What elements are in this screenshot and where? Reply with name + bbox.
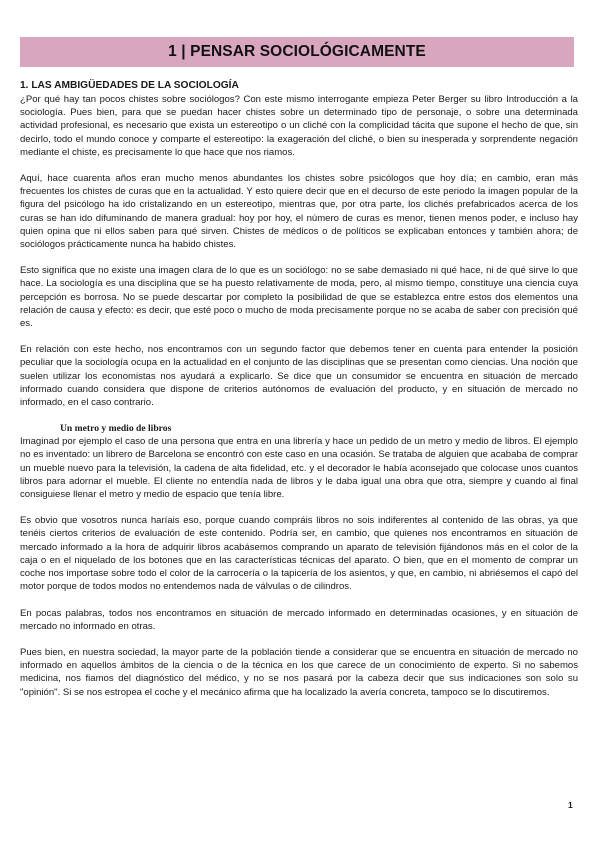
chapter-title-banner [20,37,574,67]
paragraph: En relación con este hecho, nos encontramos con un segundo factor que debemos tener en cuenta para entender la posición peculiar que la sociología ocupa en la actualidad en el conjunto de las disciplinas que se presentan como ciencias. Una noción que suelen utilizar los economistas nos ayudará a explicarlo. Se dice que un consumidor se encuentra en situación de mercado informado cuando considera que dispone de criterios autónomos de evaluación del producto, y en situación de mercado no informado, en el caso contrario. [20,344,578,409]
section-heading: 1. LAS AMBIGÜEDADES DE LA SOCIOLOGÍA [20,80,239,91]
paragraph: Aquí, hace cuarenta años eran mucho menos abundantes los chistes sobre psicólogos que hoy día; en cambio, eran más frecuentes los chistes de curas que en la actualidad. Y esto quiere decir que en el decurso de este periodo la imagen popular de la figura del psicólogo ha ido cristalizando en un estereotipo, mientras que, por otra parte, los clichés prefabricados acerca de los curas se han ido difuminando de manera gradual: hoy por hoy, el número de curas es menor, tienen menos poder, e incluso hay quien opina que ni ellos saben para qué sirven. Chistes de médicos o de políticos se explicaban entonces y también ahora; de sociólogos prácticamente nunca ha habido chistes. [20,173,578,251]
paragraph: Imaginad por ejemplo el caso de una persona que entra en una librería y hace un pedido de un metro y medio de libros. El ejemplo no es inventado: un librero de Barcelona se encontró con este caso en una ocasión. Se trataba de alguien que acababa de comprar un mueble nuevo para la televisión, la cadena de alta fidelidad, etc. y el decorador le había aconsejado que colocase unos cuantos libros para adornar el mueble. El cliente no entendía nada de libros y le daba igual una obra que otra, siempre y cuando al final consiguiese llenar el metro y medio de espacio que tenía libre. [20,436,578,501]
page-content [20,80,578,699]
page-number: 1 [568,800,573,810]
paragraph: Esto significa que no existe una imagen clara de lo que es un sociólogo: no se sabe demasiado ni qué hace, ni de qué sirve lo que hace. La sociología es una disciplina que se ha puesto relativamente de moda, pero, al mismo tiempo, constituye una ciencia cuya percepción es borrosa. No se puede descartar por completo la posibilidad de que se establezca entre estos dos elementos una relación de causa y efecto: es decir, que esté poco o mucho de moda precisamente porque no se acaba de saber con precisión qué es. [20,265,578,330]
paragraph: Pues bien, en nuestra sociedad, la mayor parte de la población tiende a considerar que se encuentra en situación de mercado no informado en aquellos ámbitos de la ciencia o de la técnica en los que carece de un conocimiento de experto. Si no sabemos medicina, nos fiamos del diagnóstico del médico, y no se nos pasará por la cabeza decir que sus indicaciones son solo su "opinión". Si se nos estropea el coche y el mecánico afirma que ha localizado la avería concreta, tampoco se lo discutiremos. [20,646,578,698]
subsection-heading: Un metro y medio de libros [60,423,172,435]
chapter-title: 1 | PENSAR SOCIOLÓGICAMENTE [168,43,426,60]
paragraph: ¿Por qué hay tan pocos chistes sobre sociólogos? Con este mismo interrogante empieza Peter Berger su libro Introducción a la sociología. Pues bien, para que se puedan hacer chistes sobre un determinado tipo de personaje, o sobre una determinada actividad profesional, es necesario que exista un estereotipo o un cliché con la complicidad tácita que supone el hecho de que, sin decirlo, todo el mundo conoce y comparte el estereotipo: la exageración del cliché, o bien su inesperada y sorprendente negación mediante el chiste, es precisamente lo que hace que nos riamos. [20,94,578,158]
paragraph: En pocas palabras, todos nos encontramos en situación de mercado informado en determinadas ocasiones, y en situación de mercado no informado en otras. [20,607,578,632]
paragraph: Es obvio que vosotros nunca haríais eso, porque cuando compráis libros no sois indiferentes al contenido de las obras, ya que tenéis ciertos criterios de evaluación de este contenido. Podría ser, en cambio, que quienes nos encontramos en situación de mercado informado a la hora de adquirir libros acabásemos comprando un aparato de televisión fijándonos más en el color de la caja o en el niquelado de los botones que en las características técnicas del aparato. O bien, que en el momento de comprar un coche nos importase sobre todo el color de la carrocería o la tapicería de los asientos, y que, en cambio, ni abriésemos el capó del motor porque de todos modos no entendemos nada de válvulas o de cilindros. [20,515,578,593]
